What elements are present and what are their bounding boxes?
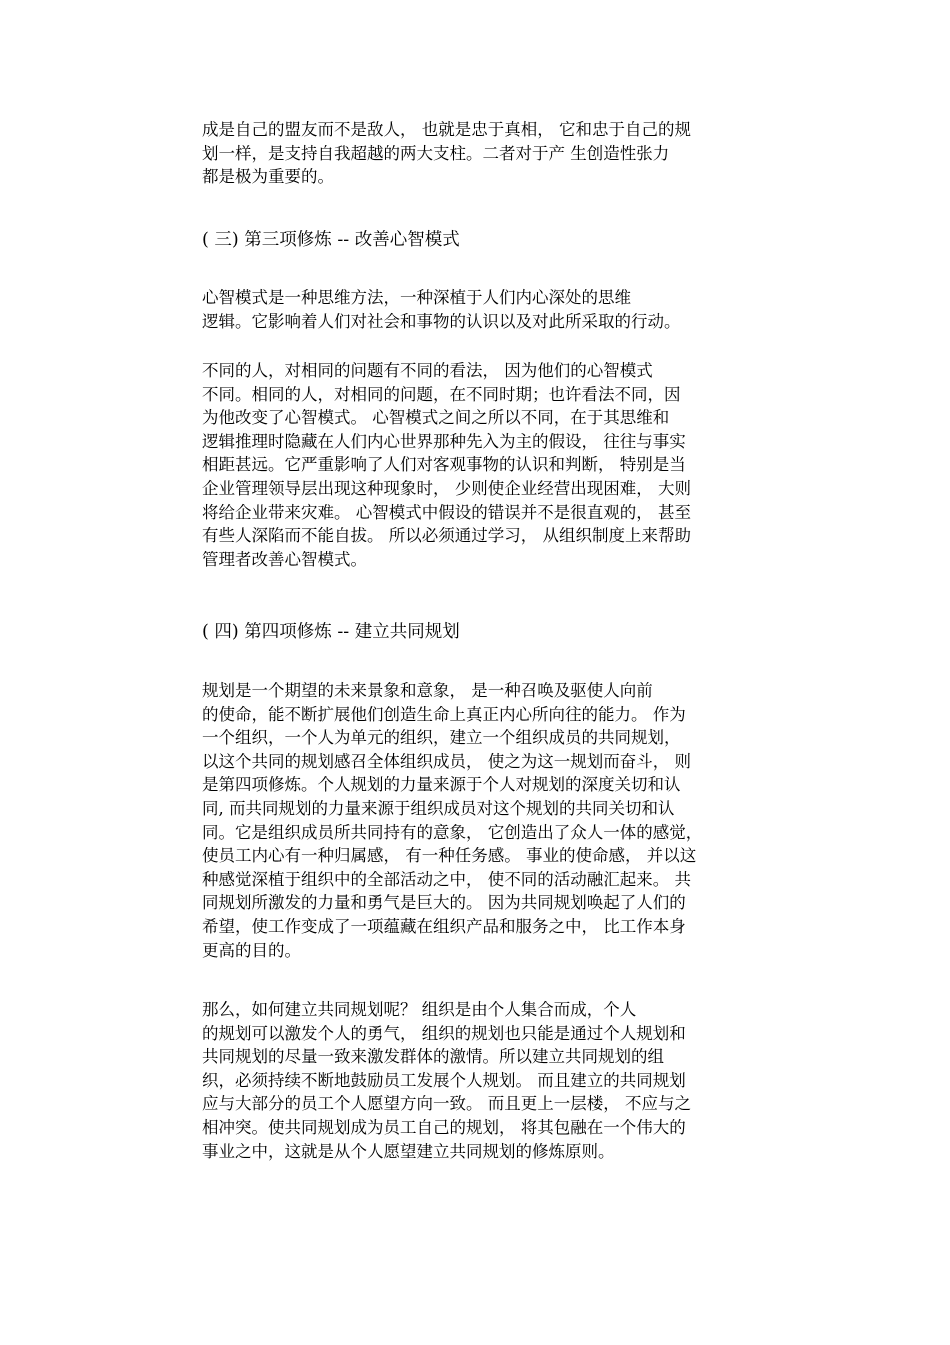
text-line: 不同。相同的人，对相同的问题，在不同时期；也许看法不同，因 <box>202 384 681 404</box>
text-line: 织，必须持续不断地鼓励员工发展个人规划。 而且建立的共同规划 <box>202 1070 686 1090</box>
paragraph-building-shared-vision <box>202 998 762 1163</box>
text-line: 不同的人，对相同的问题有不同的看法， 因为他们的心智模式 <box>202 361 653 380</box>
text-line: 同, 而共同规划的力量来源于组织成员对这个规划的共同关切和认 <box>202 798 675 818</box>
text-line: 将给企业带来灾难。 心智模式中假设的错误并不是很直观的， 甚至 <box>202 502 691 522</box>
section-heading-4: ( 四) 第四项修炼 -- 建立共同规划 <box>202 622 460 642</box>
text-line: 同规划所激发的力量和勇气是巨大的。 因为共同规划唤起了人们的 <box>202 893 686 913</box>
text-line: 成是自己的盟友而不是敌人， 也就是忠于真相， 它和忠于自己的规 <box>202 120 691 139</box>
text-line: 相距甚远。它严重影响了人们对客观事物的认识和判断， 特别是当 <box>202 455 686 475</box>
text-line: 心智模式是一种思维方法，一种深植于人们内心深处的思维 <box>202 288 631 307</box>
text-line: 那么，如何建立共同规划呢？ 组织是由个人集合而成，个人 <box>202 1000 637 1019</box>
text-line: 企业管理领导层出现这种现象时， 少则使企业经营出现困难， 大则 <box>202 478 691 498</box>
text-line: 逻辑推理时隐藏在人们内心世界那种先入为主的假设， 往往与事实 <box>202 431 686 451</box>
text-line: 是第四项修炼。个人规划的力量来源于个人对规划的深度关切和认 <box>202 775 681 795</box>
text-line: 划一样，是支持自我超越的两大支柱。二者对于产 生创造性张力 <box>202 143 670 163</box>
text-line: 逻辑。它影响着人们对社会和事物的认识以及对此所采取的行动。 <box>202 311 681 331</box>
text-line: 使员工内心有一种归属感， 有一种任务感。 事业的使命感， 并以这 <box>202 846 697 866</box>
text-line: 的使命，能不断扩展他们创造生命上真正内心所向往的能力。 作为 <box>202 704 686 724</box>
text-line: 管理者改善心智模式。 <box>202 549 367 569</box>
text-line: 共同规划的尽量一致来激发群体的激情。所以建立共同规划的组 <box>202 1047 664 1067</box>
text-line: 事业之中，这就是从个人愿望建立共同规划的修炼原则。 <box>202 1141 615 1161</box>
text-line: 相冲突。使共同规划成为员工自己的规划， 将其包融在一个伟大的 <box>202 1117 686 1137</box>
paragraph-shared-vision-definition <box>202 679 762 962</box>
text-line: 有些人深陷而不能自拔。 所以必须通过学习， 从组织制度上来帮助 <box>202 526 691 546</box>
section-heading-3: ( 三) 第三项修炼 -- 改善心智模式 <box>202 230 460 250</box>
text-line: 应与大部分的员工个人愿望方向一致。 而且更上一层楼， 不应与之 <box>202 1094 691 1114</box>
paragraph-intro <box>202 118 762 189</box>
text-line: 为他改变了心智模式。 心智模式之间之所以不同，在于其思维和 <box>202 408 670 428</box>
paragraph-mental-models-differences <box>202 359 762 571</box>
text-line: 种感觉深植于组织中的全部活动之中， 使不同的活动融汇起来。 共 <box>202 869 691 889</box>
text-line: 更高的目的。 <box>202 940 301 960</box>
text-line: 都是极为重要的。 <box>202 167 334 187</box>
text-line: 同。它是组织成员所共同持有的意象， 它创造出了众人一体的感觉， <box>202 822 703 842</box>
text-line: 希望，使工作变成了一项蕴藏在组织产品和服务之中， 比工作本身 <box>202 916 686 936</box>
text-line: 以这个共同的规划感召全体组织成员， 使之为这一规划而奋斗， 则 <box>202 751 691 771</box>
text-line: 规划是一个期望的未来景象和意象， 是一种召唤及驱使人向前 <box>202 681 653 700</box>
text-line: 的规划可以激发个人的勇气， 组织的规划也只能是通过个人规划和 <box>202 1023 686 1043</box>
paragraph-mental-models-definition <box>202 286 762 333</box>
text-line: 一个组织，一个人为单元的组织，建立一个组织成员的共同规划， <box>202 728 681 748</box>
